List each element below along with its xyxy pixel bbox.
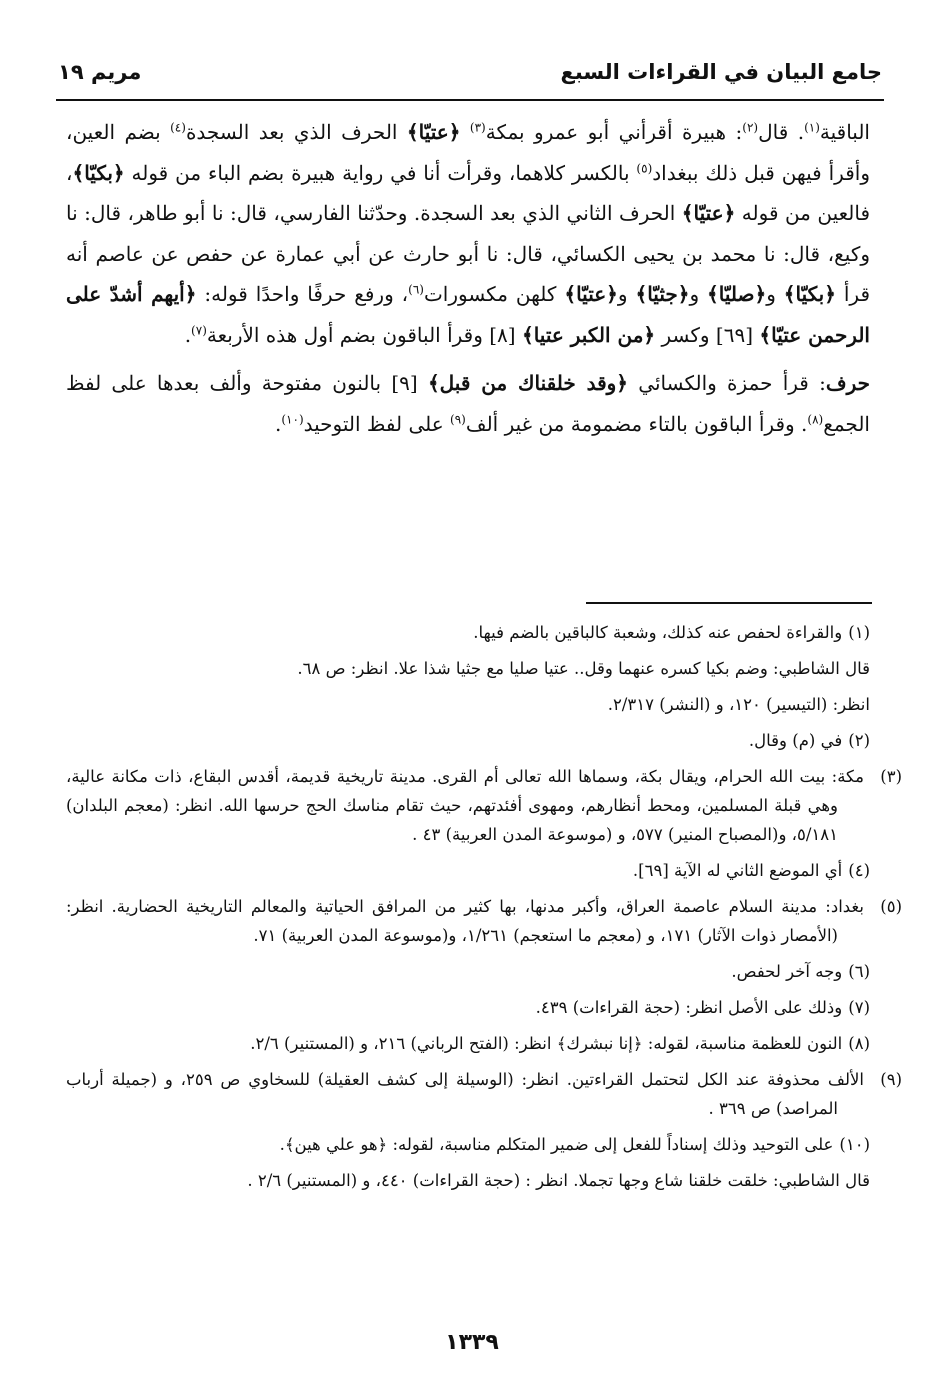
footnote: (٣)مكة: بيت الله الحرام، ويقال بكة، وسماها الله تعالى أم القرى. مدينة تاريخية قديمة، أقدس البقاع، ذات مكانة عالية، وهي قبلة المسلمين، ومحط أنظارهم، ومهوى أفئدتهم، حيث تقام مناسك الحج حرسها الله. انظر: (معجم البلدان) ٥/١٨١، و(المصباح المنير) ٥٧٧، و (موسوعة المدن العربية) ٤٣ . [66,767,902,844]
footnote-number: (١٠) [839,1135,870,1154]
footnote-text: أي الموضع الثاني له الآية [٦٩]. [632,861,843,880]
text-run: ، فالعين من قوله [66,160,871,225]
footnote [66,856,870,885]
text-run: [٨] وقرأ الباقون بضم أول هذه الأربعة [206,322,522,347]
text-run: و [689,282,708,306]
text-run: و [617,282,636,306]
footnote [66,726,870,755]
quran-quote: ﴿بكيّا﴾ [783,282,836,306]
text-run: . [275,411,282,436]
quran-quote: ﴿عتيّا﴾ [681,201,736,225]
quran-quote: ﴿عتيّا﴾ [406,120,461,144]
footnote-number: (١) [848,623,870,642]
footnote-ref: (٦) [408,282,424,297]
text-run: . [184,322,192,347]
text-run: : هبيرة أقرأني أبو عمرو بمكة [485,120,743,144]
footnote-text: على التوحيد وذلك إسناداً للفعل إلى ضمير المتكلم مناسبة، لقوله: ﴿هو علي هين﴾. [279,1135,834,1154]
text-run [460,120,469,144]
text-run: . قال [758,120,805,144]
footnote [66,993,870,1022]
book-title: جامع البيان في القراءات السبع [560,60,882,84]
quran-quote: ﴿من الكبر عتيا﴾ [521,322,656,347]
footnote-ref: (٧) [191,322,207,337]
text-run: كلهن مكسورات [423,282,565,306]
footnote-ref: (٢) [742,120,759,135]
footnote-ref: (٣) [469,120,486,135]
quran-quote: ﴿بكيّا﴾ [72,160,125,185]
section-lead: حرف [825,371,870,395]
footnote-text: انظر: (التيسير) ١٢٠، و (النشر) ٢/٣١٧. [607,695,870,714]
text-run: ، ورفع حرفًا واحدًا قوله: [196,282,409,306]
running-header [58,56,882,96]
footnote-ref: (٥) [636,160,653,175]
quran-quote: ﴿صليّا﴾ [707,282,767,306]
quran-quote: ﴿عتيّا﴾ [564,282,618,306]
paragraph [66,112,870,355]
footnote-ref: (١٠) [281,411,304,426]
footnote-number: (٦) [848,962,870,981]
page-number: ١٣٣٩ [445,1330,499,1355]
text-run: و [766,282,784,306]
footnote-number: (٧) [848,998,870,1017]
footnote [66,654,870,683]
text-run: [٩] بالنون مفتوحة وألف بعدها على لفظ الجمع [66,371,870,436]
text-run: الباقية [819,120,870,144]
footnote: (٥)بغداد: مدينة السلام عاصمة العراق، وأكبر مدنها، بها كثير من المرافق الحياتية والمعالم التاريخية الحضارية. انظر: (الأمصار ذوات الآثار) ١٧١، و (معجم ما استعجم) ١/٢٦١، و(موسوعة المدن العربية) ٧١. [66,897,902,945]
footnote: (٩)الألف محذوفة عند الكل لتحتمل القراءتين. انظر: (الوسيلة إلى كشف العقيلة) للسخاوي ص ٢٥٩، و (جميلة أرباب المراصد) ص ٣٦٩ . [66,1070,902,1118]
footnote [66,690,870,719]
footnote-separator [586,602,872,604]
footnote [66,1130,870,1159]
main-text [66,112,870,444]
footnote-text: الألف محذوفة عند الكل لتحتمل القراءتين. انظر: (الوسيلة إلى كشف العقيلة) للسخاوي ص ٢٥٩، و (جميلة أرباب المراصد) ص ٣٦٩ . [66,1070,864,1118]
footnote-ref: (٨) [807,411,824,426]
quran-quote: ﴿أيهم أشدّ على الرحمن عتيّا﴾ [66,282,870,347]
footnote-text: وذلك على الأصل انظر: (حجة القراءات) ٤٣٩. [535,998,843,1017]
footnote [66,957,870,986]
footnotes [66,618,902,1202]
footnote-number: (٢) [848,731,870,750]
text-run: الحرف الثاني الذي بعد السجدة. وحدّثنا الفارسي، قال: نا أبو طاهر، قال: نا وكيع، قال: نا محمد بن يحيى الكسائي، قال: نا أبو حارث عن أبي عمارة عن حفص عن عاصم أنه قرأ [66,201,871,306]
footnote-ref: (٩) [450,411,466,426]
footnote-text: وجه آخر لحفص. [731,962,843,981]
text-run: على لفظ التوحيد [303,411,451,436]
footnote-text: قال الشاطبي: خلقت خلقنا شاع وجها تجملا. انظر : (حجة القراءات) ٤٤٠، و (المستنير) ٢/٦ . [247,1171,870,1190]
text-run: [٦٩] وكسر [655,322,760,347]
quran-quote: ﴿جثيّا﴾ [635,282,690,306]
quran-quote: ﴿وقد خلقناك من قبل﴾ [427,371,629,395]
footnote-ref: (٤) [170,120,186,135]
header-divider [56,99,884,101]
footnote-number: (٨) [848,1034,870,1053]
footnote-text: في (م) وقال. [748,731,843,750]
footnote [66,1166,870,1195]
footnote-text: مكة: بيت الله الحرام، ويقال بكة، وسماها الله تعالى أم القرى. مدينة تاريخية قديمة، أقدس البقاع، ذات مكانة عالية، وهي قبلة المسلمين، ومحط أنظارهم، ومهوى أفئدتهم، حيث تقام مناسك الحج حرسها الله. انظر: (معجم البلدان) ٥/١٨١، و(المصباح المنير) ٥٧٧، و (موسوعة المدن العربية) ٤٣ . [66,767,864,844]
footnote-text: بغداد: مدينة السلام عاصمة العراق، وأكبر مدنها، بها كثير من المرافق الحياتية والمعالم التاريخية الحضارية. انظر: (الأمصار ذوات الآثار) ١٧١، و (معجم ما استعجم) ١/٢٦١، و(موسوعة المدن العربية) ٧١. [66,897,864,945]
footnote-ref: (١) [804,120,820,135]
section-label: مريم ١٩ [58,60,142,84]
text-run: بالكسر كلاهما، وقرأت أنا في رواية هبيرة بضم الباء من قوله [124,160,637,185]
footnote [66,618,870,647]
footnote-text: والقراءة لحفص عنه كذلك، وشعبة كالباقين بالضم فيها. [473,623,843,642]
paragraph [66,363,870,444]
footnote-text: النون للعظمة مناسبة، لقوله: ﴿إنا نبشرك﴾ انظر: (الفتح الرباني) ٢١٦، و (المستنير) ٢/٦. [250,1034,843,1053]
footnote-number: (٤) [848,861,870,880]
footnote [66,1029,870,1058]
text-run: الحرف الذي بعد السجدة [185,120,407,144]
text-run: . وقرأ الباقون بالتاء مضمومة من غير ألف [465,411,808,436]
text-run: بضم العين، وأقرأ فيهن قبل ذلك ببغداد [66,120,870,185]
text-run: : قرأ حمزة والكسائي [628,371,826,395]
footnote-text: قال الشاطبي: وضم بكيا كسره عنهما وقل.. عتيا صليا مع جثيا شذا علا. انظر: ص ٦٨. [297,659,870,678]
